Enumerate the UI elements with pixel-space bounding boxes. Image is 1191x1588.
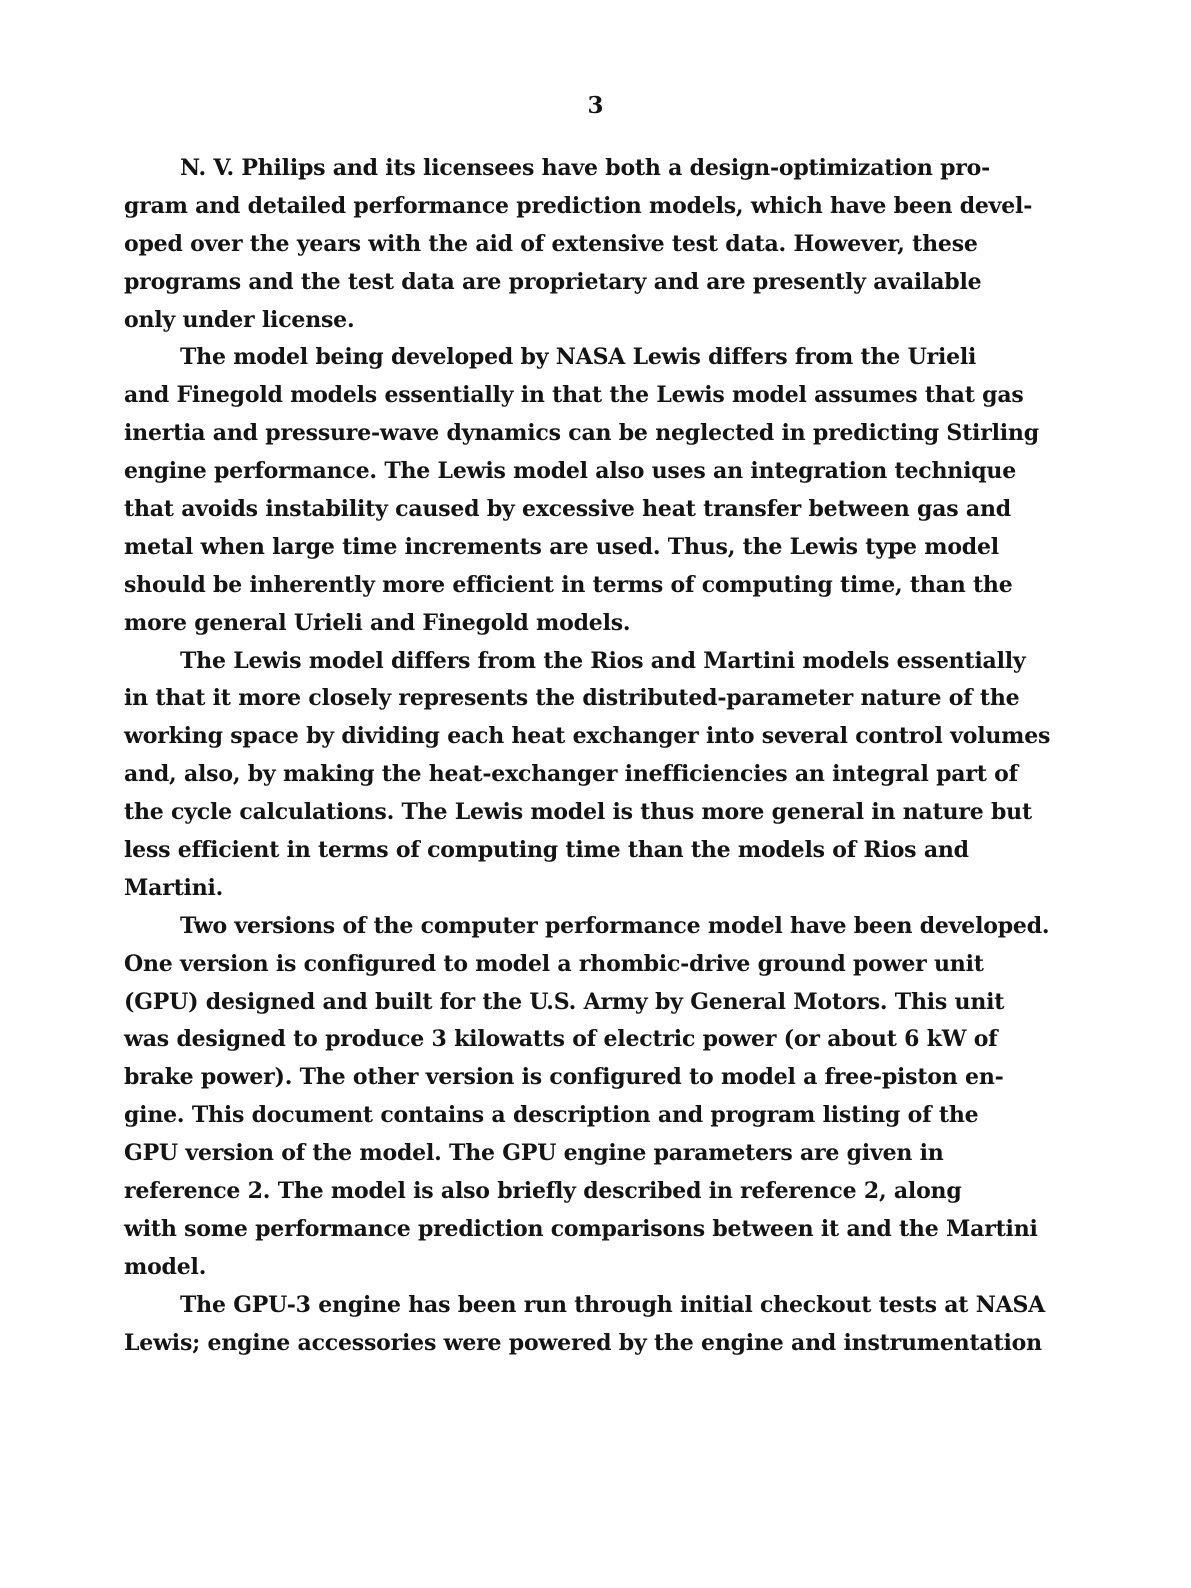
text-line: GPU version of the model. The GPU engine parameters are given in	[124, 1140, 944, 1167]
text-line: more general Urieli and Finegold models.	[124, 609, 631, 636]
text-line: Martini.	[124, 874, 224, 901]
text-line: was designed to produce 3 kilowatts of electric power (or about 6 kW of	[124, 1026, 998, 1053]
text-line: model.	[124, 1253, 207, 1280]
paragraph-first-line: The GPU-3 engine has been run through initial checkout tests at NASA	[180, 1291, 1046, 1318]
text-line: (GPU) designed and built for the U.S. Army by General Motors. This unit	[124, 988, 1005, 1015]
paragraph-first-line: Two versions of the computer performance model have been developed.	[180, 912, 1050, 939]
text-line: the cycle calculations. The Lewis model is thus more general in nature but	[124, 799, 1032, 826]
text-line: brake power). The other version is configured to model a free-piston en-	[124, 1064, 1004, 1091]
text-line: reference 2. The model is also briefly described in reference 2, along	[124, 1178, 962, 1205]
text-line: One version is configured to model a rhombic-drive ground power unit	[124, 950, 984, 977]
text-line: metal when large time increments are used. Thus, the Lewis type model	[124, 533, 999, 560]
text-line: inertia and pressure-wave dynamics can be neglected in predicting Stirling	[124, 420, 1039, 447]
paragraph-first-line: N. V. Philips and its licensees have both a design-optimization pro-	[180, 155, 991, 181]
text-line: should be inherently more efficient in terms of computing time, than the	[124, 571, 1013, 598]
text-line: Lewis; engine accessories were powered by the engine and instrumentation	[124, 1329, 1042, 1356]
text-line: only under license.	[124, 306, 355, 333]
text-line: engine performance. The Lewis model also uses an integration technique	[124, 458, 1017, 485]
text-line: in that it more closely represents the distributed-parameter nature of the	[124, 685, 1020, 712]
text-line: oped over the years with the aid of extensive test data. However, these	[124, 230, 978, 257]
body-text	[124, 150, 1089, 1363]
paragraph-first-line: The Lewis model differs from the Rios and Martini models essentially	[180, 647, 1026, 674]
text-line: gine. This document contains a description and program listing of the	[124, 1102, 979, 1129]
text-line: with some performance prediction comparisons between it and the Martini	[124, 1215, 1038, 1242]
text-line: working space by dividing each heat exchanger into several control volumes	[124, 723, 1051, 750]
text-line: programs and the test data are proprietary and are presently available	[124, 268, 982, 295]
text-line: gram and detailed performance prediction models, which have been devel-	[124, 192, 1033, 219]
text-line: less efficient in terms of computing time than the models of Rios and	[124, 837, 969, 864]
page-number: 3	[587, 92, 604, 119]
text-line: and, also, by making the heat-exchanger inefficiencies an integral part of	[124, 761, 1018, 788]
text-line: and Finegold models essentially in that the Lewis model assumes that gas	[124, 382, 1024, 409]
text-line: that avoids instability caused by excessive heat transfer between gas and	[124, 496, 1011, 523]
paragraph-first-line: The model being developed by NASA Lewis differs from the Urieli	[180, 344, 977, 371]
